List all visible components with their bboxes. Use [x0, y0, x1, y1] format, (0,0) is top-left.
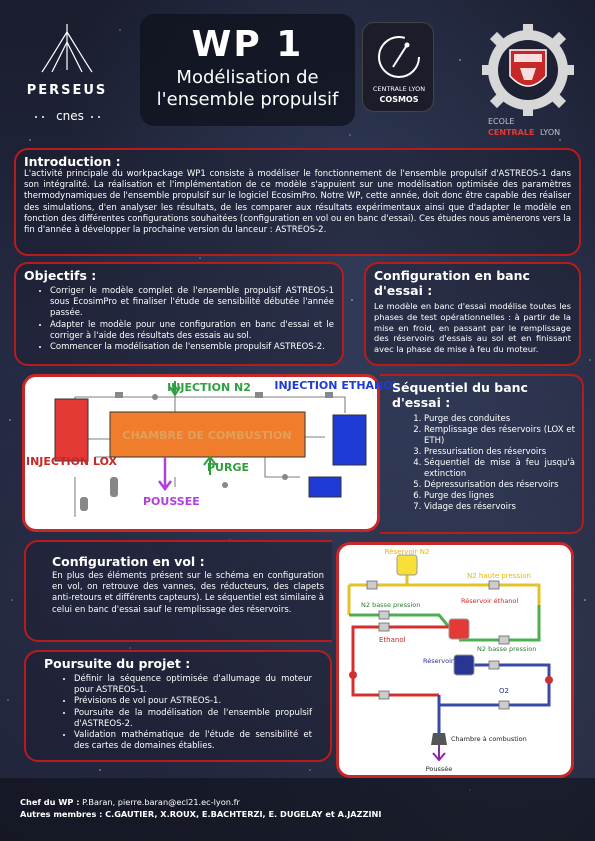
ecl-logo: [478, 18, 588, 138]
cosmos-emblem-icon: [363, 23, 435, 113]
n2-basse-label-1: N2 basse pression: [361, 601, 421, 609]
chef-label: Chef du WP :: [20, 797, 80, 807]
chambre-label: CHAMBRE DE COMBUSTION: [122, 429, 292, 442]
sequentiel-title: Séquentiel du banc d'essai :: [392, 380, 528, 410]
introduction-section: [14, 148, 581, 256]
vol-text: En plus des éléments présent sur le schéma en configuration en vol, on retrouve des vannes, des réducteurs, des clapets anti-retours et différents capteurs). Le séquentiel est similaire à celui en banc d'essai sauf le remplissage des réservoirs.: [52, 571, 324, 615]
vol-schema-svg: [339, 545, 571, 775]
perseus-emblem-icon: [12, 18, 122, 128]
banc-schema-svg: [25, 377, 400, 529]
sequentiel-border: [370, 374, 585, 536]
poursuite-list: [34, 674, 322, 752]
vol-section: [24, 540, 332, 642]
lox-tank: [55, 399, 88, 461]
chef-value: P.Baran, pierre.baran@ecl21.ec-lyon.fr: [82, 797, 240, 807]
membres-label: Autres membres :: [20, 809, 103, 819]
n2-basse-label-2: N2 basse pression: [477, 645, 537, 653]
reservoir-n2-label: Réservoir N2: [384, 548, 430, 556]
ecl-line-2b: LYON: [540, 128, 561, 137]
poursuite-item: • Validation mathématique de l'étude de sensibilité et des cartes de domaines établies.: [74, 730, 312, 752]
membres-line: [20, 808, 579, 820]
banc-config-text: Le modèle en banc d'essai modélise toutes les phases de test opérationnelles : à partir de la mise en froid, en passant par le remplissage des réservoirs d'essais au sol et en finissant avec la phase de mise à feu du moteur.: [374, 301, 571, 355]
injection-n2-label: INJECTION N2: [167, 381, 251, 394]
o2-label: O2: [499, 687, 509, 695]
sequentiel-step: 7. Vidage des réservoirs: [424, 502, 575, 513]
poursuite-item: • Définir la séquence optimisée d'allumage du moteur pour ASTREOS-1.: [74, 674, 312, 696]
n2-tank: [397, 555, 417, 575]
n2-haute-label: N2 haute pression: [467, 572, 531, 580]
poursuite-section: [24, 650, 332, 762]
poussee-arrow-icon: [159, 457, 171, 489]
objectifs-list: [24, 286, 334, 353]
subtitle-line-2: l'ensemble propulsif: [156, 89, 339, 110]
objectifs-section: [14, 262, 344, 366]
ethanol-tank-vol: [449, 619, 469, 639]
poursuite-title: Poursuite du projet :: [44, 656, 191, 671]
perseus-logo: [12, 18, 122, 128]
objectif-item: • Corriger le modèle complet de l'ensemble propulsif ASTREOS-1 sous EcosimPro et finaliser l'étude de sensibilité débutée l'année passée.: [50, 286, 334, 320]
poursuite-item: • Poursuite de la modélisation de l'ensemble propulsif d'ASTREOS-2.: [74, 708, 312, 730]
poussee-vol-arrow-icon: [433, 745, 445, 760]
page-subtitle: [140, 67, 355, 111]
objectifs-title: Objectifs :: [24, 268, 97, 283]
vol-title: Configuration en vol :: [52, 554, 205, 569]
injection-lox-label: INJECTION LOX: [26, 455, 118, 468]
chambre-combustion-label: Chambre à combustion: [451, 735, 527, 743]
sequentiel-step: 1. Purge des conduites: [424, 414, 575, 425]
sequentiel-step: 5. Dépressurisation des réservoirs: [424, 480, 575, 491]
poussee-label: POUSSEE: [143, 495, 200, 508]
perseus-label: PERSEUS: [26, 83, 108, 98]
sequentiel-step: 6. Purge des lignes: [424, 491, 575, 502]
chambre-icon: [431, 733, 447, 745]
sequentiel-step: 4. Séquentiel de mise à feu jusqu'à extinction: [424, 458, 575, 480]
cnes-label: cnes: [56, 109, 84, 123]
ethanol-reservoir: [309, 477, 341, 497]
introduction-text: L'activité principale du workpackage WP1 consiste à modéliser le fonctionnement de l'ensemble propulsif d'ASTREOS-1 dans son intégralité. La réalisation et l'implémentation de ce modèle s'appuient sur une modélisation optimisée des paramètres thermodynamiques de l'ensemble propulsif sur le logiciel EcosimPro. Notre WP, cette année, doit donc être capable des réaliser des simulations, d'en analyser les résultats, de les comparer aux résultats expérimentaux ainsi que d'adapter le modèle en fonction des différentes configurations souhaitées (configuration en vol ou en banc d'essai). Ces études nous amènerons vers la fin d'année à développer la prochaine version du lanceur : ASTREOS-2.: [24, 169, 571, 236]
objectif-item: • Commencer la modélisation de l'ensemble propulsif ASTREOS-2.: [50, 342, 334, 353]
ethanol-label: Ethanol: [379, 636, 406, 644]
banc-config-section: [364, 262, 581, 366]
page-title: WP 1: [191, 24, 304, 65]
ecl-gear-shield-icon: [478, 18, 588, 138]
membres-value: C.GAUTIER, X.ROUX, E.BACHTERZI, E. DUGELAY et A.JAZZINI: [105, 809, 382, 819]
injection-ethanol-label: INJECTION ETHANOL: [274, 379, 400, 392]
purge-label: PURGE: [207, 461, 250, 474]
sequentiel-step: 2. Remplissage des réservoirs (LOX et ETH): [424, 425, 575, 447]
cosmos-logo: [362, 22, 434, 112]
sequentiel-step: 3. Pressurisation des réservoirs: [424, 447, 575, 458]
ethanol-tank: [333, 415, 366, 465]
banc-schema-diagram: [22, 374, 400, 532]
banc-config-title: Configuration en banc d'essai :: [374, 268, 530, 298]
vol-schema-diagram: [336, 542, 574, 778]
title-box: [140, 14, 355, 126]
poussee-vol-label: Poussée: [425, 765, 453, 773]
chef-line: [20, 796, 579, 808]
reservoir-o2-label: Réservoir O2: [423, 657, 465, 665]
reservoir-ethanol-label: Réservoir éthanol: [461, 597, 519, 605]
poursuite-item: • Prévisions de vol pour ASTREOS-1.: [74, 696, 312, 707]
ecl-line-2a: CENTRALE: [488, 128, 535, 137]
ecl-line-1: ECOLE: [488, 117, 515, 126]
introduction-title: Introduction :: [24, 154, 121, 169]
footer: [0, 778, 595, 841]
cosmos-line-2: COSMOS: [379, 95, 419, 104]
cosmos-line-1: CENTRALE LYON: [372, 85, 426, 93]
subtitle-line-1: Modélisation de: [176, 67, 319, 88]
objectif-item: • Adapter le modèle pour une configuration en banc d'essai et le corriger à l'aide des résultats des essais au sol.: [50, 320, 334, 342]
